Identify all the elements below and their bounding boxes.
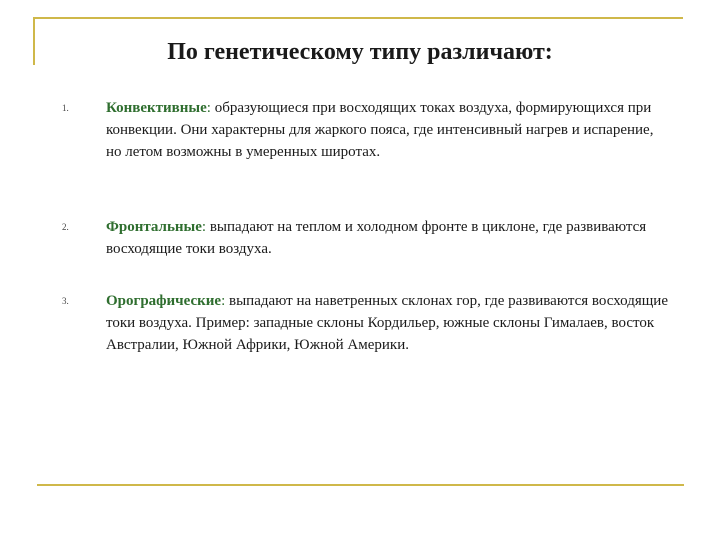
list-item-text: [106, 216, 668, 260]
list-number: 1.: [62, 103, 69, 113]
top-rule: [33, 17, 683, 19]
term-label: Орографические: [106, 293, 222, 309]
term-separator: :: [201, 219, 207, 235]
list-number: 3.: [62, 296, 69, 306]
term-label: Конвективные: [106, 100, 207, 116]
list-number: 2.: [62, 222, 69, 232]
term-separator: :: [206, 100, 211, 116]
term-description: выпадают на теплом и холодном фронте в циклоне, где развиваются восходящие токи воздуха.: [106, 219, 647, 257]
term-separator: :: [221, 293, 226, 309]
term-description: выпадают на наветренных склонах гор, где развиваются восходящие токи воздуха. Пример: западные склоны Кордильер, южные склоны Гималаев, восток Австралии, Южной Африки, Южной Америки.: [106, 293, 668, 353]
slide-title: По генетическому типу различают:: [167, 39, 553, 65]
bottom-rule: [37, 484, 684, 486]
list-item-text: [106, 290, 668, 356]
list-item-text: [106, 97, 668, 163]
term-label: Фронтальные: [106, 219, 202, 235]
term-description: образующиеся при восходящих токах воздуха, формирующихся при конвекции. Они характерны для жаркого пояса, где интенсивный нагрев и испарение, но летом возможны в умеренных широтах.: [106, 100, 654, 160]
